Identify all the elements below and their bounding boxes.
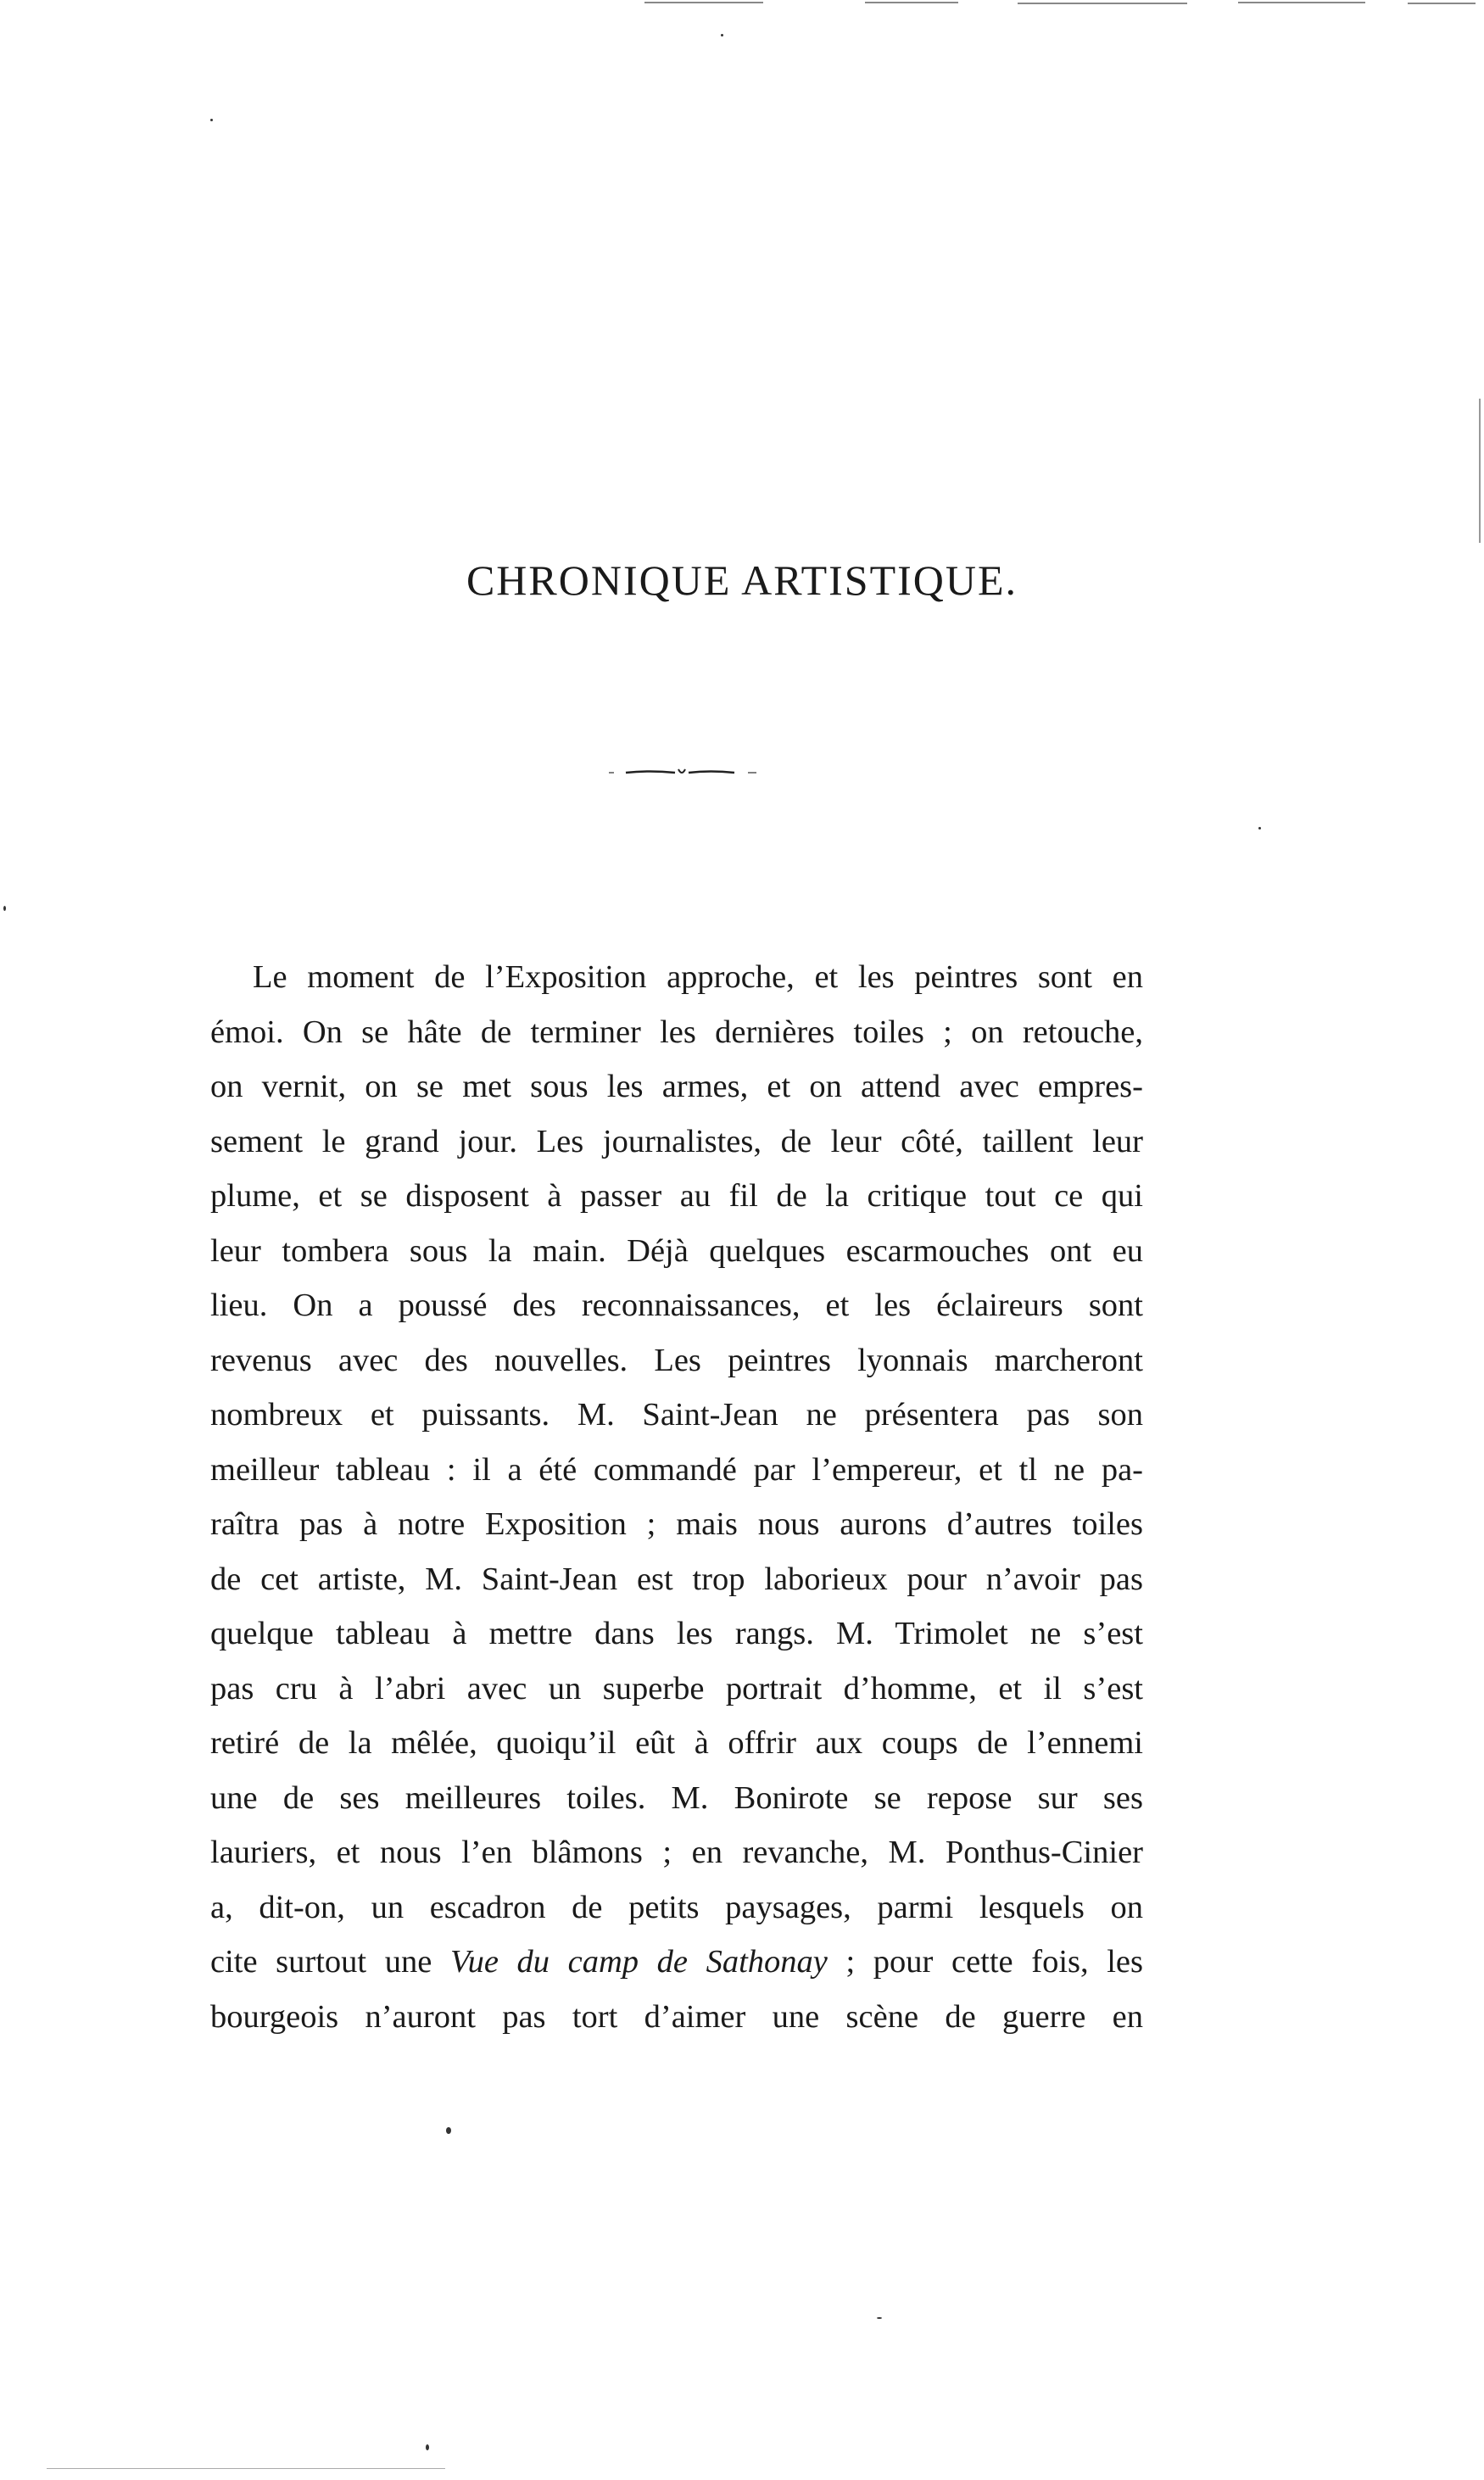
scan-speck [3,906,6,911]
text-line: sement le grand jour. Les journalistes, de leur côté, taillent leur [210,1123,1143,1159]
text-line: émoi. On se hâte de terminer les dernières toiles ; on retouche, [210,1014,1143,1050]
text-line: on vernit, on se met sous les armes, et on attend avec empres- [210,1069,1143,1104]
text-line: plume, et se disposent à passer au fil de la critique tout ce qui [210,1178,1143,1214]
artwork-title: Vue du camp de Sathonay [449,1944,828,1980]
text-line: de cet artiste, M. Saint-Jean est trop laborieux pour n’avoir pas [210,1561,1143,1597]
scan-speck [721,34,723,36]
text-line: pas cru à l’abri avec un superbe portrait d’homme, et il s’est [210,1670,1143,1706]
text-line: lieu. On a poussé des reconnaissances, et les éclaireurs sont [210,1287,1143,1323]
scan-speck [426,2444,429,2450]
body-paragraph [210,950,1143,2044]
scan-edge-bottom [47,2466,445,2472]
scan-speck [1258,827,1261,829]
text-line: nombreux et puissants. M. Saint-Jean ne présentera pas son [210,1397,1143,1433]
text-line [210,1935,1143,1990]
text-line: a, dit-on, un escadron de petits paysages, parmi lesquels on [210,1889,1143,1925]
text-line: Le moment de l’Exposition approche, et les peintres sont en [253,959,1143,995]
text-run: cite surtout une [210,1944,450,1980]
page-title: CHRONIQUE ARTISTIQUE. [466,556,1018,604]
scan-edge-top [644,0,1484,7]
text-line: revenus avec des nouvelles. Les peintres lyonnais marcheront [210,1342,1143,1378]
text-line: leur tombera sous la main. Déjà quelques escarmouches ont eu [210,1232,1143,1269]
scan-speck [446,2127,451,2134]
scan-edge-right [1477,399,1482,543]
text-line: meilleur tableau : il a été commandé par l’empereur, et tl ne pa- [210,1451,1143,1488]
text-line: une de ses meilleures toiles. M. Bonirote se repose sur ses [210,1779,1143,1816]
text-line: quelque tableau à mettre dans les rangs. M. Trimolet ne s’est [210,1616,1143,1651]
scan-speck [877,2317,882,2319]
text-run: ; pour cette fois, les [827,1944,1143,1980]
text-line: retiré de la mêlée, quoiqu’il eût à offrir aux coups de l’ennemi [210,1725,1143,1761]
text-line: bourgeois n’auront pas tort d’aimer une scène de guerre en [210,1998,1143,2035]
ornament-divider-icon [607,759,760,785]
text-line: raîtra pas à notre Exposition ; mais nous aurons d’autres toiles [210,1506,1143,1542]
text-line: lauriers, et nous l’en blâmons ; en revanche, M. Ponthus-Cinier [210,1835,1143,1870]
scan-speck [210,119,213,121]
